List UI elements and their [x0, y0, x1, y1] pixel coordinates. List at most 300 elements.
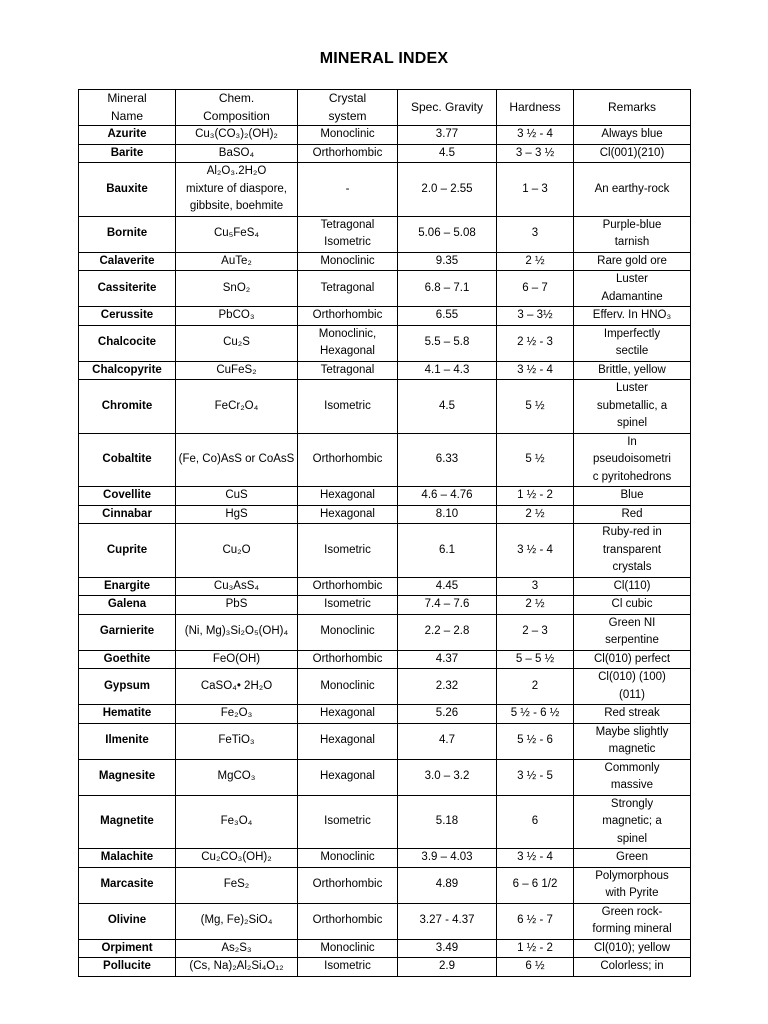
- remarks-cell: [574, 669, 691, 705]
- mineral-name-cell: [79, 614, 176, 650]
- cell-text: Chalcocite: [97, 336, 157, 349]
- crystal-system-cell: [298, 307, 398, 326]
- spec-gravity-cell: [398, 307, 497, 326]
- crystal-system-cell: [298, 380, 398, 434]
- mineral-name-cell: [79, 669, 176, 705]
- table-row: [79, 361, 691, 380]
- crystal-system-cell: [298, 759, 398, 795]
- hardness-cell: [497, 795, 574, 849]
- cell-text: 3 – 3 ½: [515, 146, 555, 159]
- cell-text: Malachite: [100, 851, 154, 863]
- cell-text: 1 – 3: [522, 182, 548, 195]
- cell-text: Isometric: [324, 815, 371, 827]
- cell-text: Cu₃(CO₃)₂(OH)₂: [195, 128, 278, 140]
- cell-text: Cl(010) (100): [598, 671, 666, 683]
- header-remarks: [574, 90, 691, 126]
- cell-text: 4.1 – 4.3: [424, 363, 470, 376]
- table-row: [79, 849, 691, 868]
- table-row: [79, 903, 691, 939]
- cell-text: 2 ½: [525, 507, 545, 520]
- cell-text: 6: [531, 815, 539, 827]
- hardness-cell: [497, 487, 574, 506]
- cell-text: 1 ½ - 2: [517, 941, 553, 954]
- chem-composition-cell: [176, 361, 298, 380]
- table-row: [79, 433, 691, 487]
- cell-text: PbS: [225, 598, 248, 610]
- mineral-name-cell: [79, 650, 176, 669]
- cell-text: Garnierite: [99, 625, 155, 638]
- mineral-table: [78, 89, 691, 977]
- cell-text: crystals: [612, 561, 652, 573]
- cell-text: Red streak: [604, 707, 660, 719]
- spec-gravity-cell: [398, 849, 497, 868]
- cell-text: 3.77: [435, 128, 459, 140]
- cell-text: Orthorhombic: [312, 579, 383, 592]
- spec-gravity-cell: [398, 596, 497, 615]
- cell-text: 7.4 – 7.6: [424, 598, 470, 610]
- cell-text: 6.8 – 7.1: [424, 281, 470, 294]
- cell-text: 3 ½ - 4: [517, 543, 553, 556]
- spec-gravity-cell: [398, 867, 497, 903]
- cell-text: 6 – 6 1/2: [512, 878, 558, 891]
- table-row: [79, 759, 691, 795]
- cell-text: Monoclinic: [320, 679, 375, 692]
- cell-text: Cuprite: [106, 543, 148, 556]
- hardness-cell: [497, 849, 574, 868]
- table-row: [79, 505, 691, 524]
- crystal-system-cell: [298, 361, 398, 380]
- cell-text: Goethite: [103, 652, 151, 665]
- chem-composition-cell: [176, 849, 298, 868]
- cell-text: Isometric: [324, 598, 371, 610]
- mineral-name-cell: [79, 433, 176, 487]
- crystal-system-cell: [298, 705, 398, 724]
- cell-text: Azurite: [107, 128, 147, 140]
- cell-text: Maybe slightly: [595, 725, 669, 738]
- cell-text: Imperfectly: [603, 327, 661, 340]
- cell-text: tarnish: [614, 236, 650, 248]
- remarks-cell: [574, 577, 691, 596]
- remarks-cell: [574, 795, 691, 849]
- table-body: [79, 126, 691, 977]
- cell-text: 2 ½: [525, 598, 545, 610]
- cell-text: An earthy-rock: [594, 182, 670, 195]
- cell-text: Isometric: [324, 543, 371, 556]
- cell-text: 5 ½ - 6 ½: [510, 707, 560, 719]
- table-row: [79, 380, 691, 434]
- mineral-name-cell: [79, 723, 176, 759]
- cell-text: 3.0 – 3.2: [424, 770, 470, 783]
- remarks-cell: [574, 126, 691, 145]
- remarks-cell: [574, 361, 691, 380]
- crystal-system-cell: [298, 163, 398, 217]
- crystal-system-cell: [298, 216, 398, 252]
- chem-composition-cell: [176, 759, 298, 795]
- mineral-name-cell: [79, 759, 176, 795]
- cell-text: Monoclinic: [320, 128, 375, 140]
- mineral-name-cell: [79, 307, 176, 326]
- hardness-cell: [497, 216, 574, 252]
- cell-text: Ilmenite: [105, 734, 149, 747]
- cell-text: 2: [531, 679, 539, 692]
- cell-text: Monoclinic: [320, 254, 375, 267]
- cell-text: 4.45: [435, 579, 459, 592]
- spec-gravity-cell: [398, 759, 497, 795]
- cell-text: 2.0 – 2.55: [421, 182, 473, 195]
- cell-text: forming mineral: [592, 923, 672, 935]
- cell-text: 6 – 7: [522, 281, 548, 294]
- cell-text: Spec. Gravity: [410, 99, 484, 114]
- cell-text: 4.7: [439, 734, 455, 747]
- hardness-cell: [497, 577, 574, 596]
- cell-text: Tetragonal: [320, 218, 375, 231]
- cell-text: In: [627, 435, 637, 448]
- cell-text: Orthorhombic: [312, 146, 383, 159]
- remarks-cell: [574, 849, 691, 868]
- crystal-system-cell: [298, 271, 398, 307]
- hardness-cell: [497, 669, 574, 705]
- mineral-name-cell: [79, 325, 176, 361]
- cell-text: serpentine: [605, 634, 659, 646]
- table-row: [79, 307, 691, 326]
- crystal-system-cell: [298, 596, 398, 615]
- cell-text: Cu₂CO₃(OH)₂: [201, 851, 272, 863]
- spec-gravity-cell: [398, 487, 497, 506]
- remarks-cell: [574, 958, 691, 977]
- chem-composition-cell: [176, 126, 298, 145]
- cell-text: c pyritohedrons: [592, 470, 672, 483]
- cell-text: 2.2 – 2.8: [424, 625, 470, 638]
- hardness-cell: [497, 307, 574, 326]
- cell-text: Cl(010); yellow: [593, 941, 671, 954]
- chem-composition-cell: [176, 433, 298, 487]
- cell-text: Hardness: [509, 99, 561, 114]
- cell-text: Cl cubic: [611, 598, 653, 610]
- chem-composition-cell: [176, 614, 298, 650]
- cell-text: Polymorphous: [595, 869, 669, 882]
- hardness-cell: [497, 325, 574, 361]
- hardness-cell: [497, 380, 574, 434]
- crystal-system-cell: [298, 252, 398, 271]
- cell-text: SnO₂: [222, 281, 251, 294]
- mineral-name-cell: [79, 903, 176, 939]
- cell-text: 3: [531, 579, 539, 592]
- hardness-cell: [497, 650, 574, 669]
- mineral-name-cell: [79, 849, 176, 868]
- cell-text: submetallic, a: [596, 399, 668, 412]
- remarks-cell: [574, 524, 691, 578]
- cell-text: gibbsite, boehmite: [189, 200, 284, 212]
- remarks-cell: [574, 433, 691, 487]
- crystal-system-cell: [298, 433, 398, 487]
- remarks-cell: [574, 939, 691, 958]
- crystal-system-cell: [298, 795, 398, 849]
- chem-composition-cell: [176, 307, 298, 326]
- cell-text: 6 ½: [525, 960, 545, 972]
- mineral-name-cell: [79, 271, 176, 307]
- table-row: [79, 958, 691, 977]
- cell-text: Cassiterite: [97, 281, 157, 294]
- table-row: [79, 867, 691, 903]
- crystal-system-cell: [298, 325, 398, 361]
- header-mineral-name: [79, 90, 176, 126]
- cell-text: Efferv. In HNO₃: [592, 309, 672, 321]
- chem-composition-cell: [176, 216, 298, 252]
- cell-text: Strongly: [610, 797, 654, 810]
- spec-gravity-cell: [398, 650, 497, 669]
- cell-text: Cl(010) perfect: [593, 652, 671, 665]
- table-row: [79, 126, 691, 145]
- cell-text: magnetic: [608, 743, 656, 755]
- cell-text: spinel: [616, 832, 648, 845]
- cell-text: HgS: [225, 507, 248, 520]
- cell-text: 4.6 – 4.76: [421, 489, 473, 501]
- spec-gravity-cell: [398, 252, 497, 271]
- cell-text: Hexagonal: [320, 507, 375, 520]
- cell-text: 9.35: [435, 254, 459, 267]
- header-chem-composition: [176, 90, 298, 126]
- cell-text: Magnetite: [100, 815, 154, 827]
- cell-text: BaSO₄: [218, 146, 255, 159]
- hardness-cell: [497, 163, 574, 217]
- spec-gravity-cell: [398, 144, 497, 163]
- cell-text: 5 ½: [525, 399, 545, 412]
- hardness-cell: [497, 723, 574, 759]
- spec-gravity-cell: [398, 524, 497, 578]
- cell-text: 3 ½ - 4: [517, 851, 553, 863]
- cell-text: Hexagonal: [320, 770, 375, 783]
- cell-text: 5 – 5 ½: [515, 652, 555, 665]
- cell-text: Monoclinic: [320, 941, 375, 954]
- spec-gravity-cell: [398, 216, 497, 252]
- cell-text: 2.32: [435, 679, 459, 692]
- cell-text: 4.37: [435, 652, 459, 665]
- crystal-system-cell: [298, 958, 398, 977]
- cell-text: Tetragonal: [320, 281, 375, 294]
- cell-text: Pollucite: [103, 960, 151, 972]
- remarks-cell: [574, 487, 691, 506]
- cell-text: pseudoisometri: [593, 453, 671, 465]
- chem-composition-cell: [176, 505, 298, 524]
- table-row: [79, 524, 691, 578]
- cell-text: 6.1: [439, 543, 455, 556]
- cell-text: Remarks: [607, 99, 656, 114]
- spec-gravity-cell: [398, 163, 497, 217]
- cell-text: Bauxite: [106, 182, 148, 195]
- remarks-cell: [574, 216, 691, 252]
- hardness-cell: [497, 505, 574, 524]
- cell-text: Adamantine: [601, 290, 663, 303]
- remarks-cell: [574, 252, 691, 271]
- table-row: [79, 723, 691, 759]
- cell-text: 8.10: [435, 507, 459, 520]
- cell-text: transparent: [602, 543, 662, 556]
- hardness-cell: [497, 271, 574, 307]
- header-hardness: [497, 90, 574, 126]
- spec-gravity-cell: [398, 958, 497, 977]
- cell-text: (Mg, Fe)₂SiO₄: [200, 914, 273, 927]
- cell-text: 2 ½: [525, 254, 545, 267]
- cell-text: Calaverite: [99, 254, 155, 267]
- hardness-cell: [497, 596, 574, 615]
- cell-text: Isometric: [324, 236, 371, 248]
- cell-text: Commonly: [604, 761, 660, 774]
- mineral-name-cell: [79, 252, 176, 271]
- crystal-system-cell: [298, 577, 398, 596]
- crystal-system-cell: [298, 144, 398, 163]
- cell-text: Orpiment: [101, 941, 153, 954]
- cell-text: Magnesite: [98, 770, 156, 783]
- cell-text: Cu₂S: [223, 336, 250, 349]
- chem-composition-cell: [176, 903, 298, 939]
- cell-text: Chromite: [101, 399, 153, 412]
- cell-text: Green rock-: [601, 905, 663, 918]
- crystal-system-cell: [298, 505, 398, 524]
- remarks-cell: [574, 903, 691, 939]
- hardness-cell: [497, 759, 574, 795]
- page-title: MINERAL INDEX: [319, 50, 449, 67]
- mineral-name-cell: [79, 163, 176, 217]
- cell-text: FeS₂: [223, 878, 250, 891]
- cell-text: Hematite: [102, 707, 152, 719]
- chem-composition-cell: [176, 144, 298, 163]
- remarks-cell: [574, 380, 691, 434]
- cell-text: Orthorhombic: [312, 878, 383, 891]
- cell-text: Luster: [616, 382, 648, 394]
- cell-text: 3.49: [435, 941, 459, 954]
- table-row: [79, 596, 691, 615]
- spec-gravity-cell: [398, 271, 497, 307]
- crystal-system-cell: [298, 849, 398, 868]
- mineral-name-cell: [79, 867, 176, 903]
- crystal-system-cell: [298, 723, 398, 759]
- chem-composition-cell: [176, 524, 298, 578]
- mineral-name-cell: [79, 705, 176, 724]
- cell-text: Monoclinic: [320, 851, 375, 863]
- remarks-cell: [574, 505, 691, 524]
- cell-text: Green NI: [608, 616, 656, 629]
- crystal-system-cell: [298, 669, 398, 705]
- cell-text: Monoclinic,: [318, 327, 377, 340]
- cell-text: Colorless; in: [600, 960, 664, 972]
- chem-composition-cell: [176, 380, 298, 434]
- table-row: [79, 614, 691, 650]
- cell-text: PbCO₃: [218, 309, 255, 321]
- mineral-name-cell: [79, 487, 176, 506]
- chem-composition-cell: [176, 939, 298, 958]
- spec-gravity-cell: [398, 795, 497, 849]
- cell-text: CuS: [225, 489, 248, 501]
- cell-text: Brittle, yellow: [598, 363, 666, 376]
- remarks-cell: [574, 596, 691, 615]
- cell-text: Al₂O₃.2H₂O: [206, 165, 267, 177]
- chem-composition-cell: [176, 723, 298, 759]
- cell-text: 2.9: [439, 960, 455, 972]
- mineral-name-cell: [79, 361, 176, 380]
- hardness-cell: [497, 433, 574, 487]
- chem-composition-cell: [176, 271, 298, 307]
- cell-text: 3.27 - 4.37: [419, 914, 475, 927]
- cell-text: Isometric: [324, 960, 371, 972]
- chem-composition-cell: [176, 577, 298, 596]
- crystal-system-cell: [298, 524, 398, 578]
- cell-text: Isometric: [324, 399, 371, 412]
- spec-gravity-cell: [398, 939, 497, 958]
- cell-text: 3 – 3½: [517, 309, 553, 321]
- crystal-system-cell: [298, 903, 398, 939]
- cell-text: Hexagonal: [320, 489, 375, 501]
- spec-gravity-cell: [398, 577, 497, 596]
- cell-text: 2 – 3: [522, 625, 548, 638]
- hardness-cell: [497, 867, 574, 903]
- cell-text: 5 ½: [525, 453, 545, 465]
- spec-gravity-cell: [398, 126, 497, 145]
- remarks-cell: [574, 325, 691, 361]
- cell-text: 1 ½ - 2: [517, 489, 553, 501]
- cell-text: Gypsum: [103, 679, 150, 692]
- crystal-system-cell: [298, 939, 398, 958]
- chem-composition-cell: [176, 596, 298, 615]
- cell-text: Cobaltite: [102, 453, 152, 465]
- cell-text: Rare gold ore: [597, 254, 667, 267]
- mineral-name-cell: [79, 795, 176, 849]
- cell-text: (Fe, Co)AsS or CoAsS: [178, 453, 295, 465]
- remarks-cell: [574, 307, 691, 326]
- remarks-cell: [574, 614, 691, 650]
- hardness-cell: [497, 958, 574, 977]
- cell-text: massive: [610, 779, 654, 791]
- cell-text: 4.89: [435, 878, 459, 891]
- cell-text: MgCO₃: [217, 770, 256, 783]
- cell-text: 6.33: [435, 453, 459, 465]
- cell-text: Orthorhombic: [312, 914, 383, 927]
- mineral-name-cell: [79, 596, 176, 615]
- cell-text: -: [345, 182, 350, 195]
- cell-text: Green: [616, 851, 648, 863]
- cell-text: Hexagonal: [320, 707, 375, 719]
- cell-text: Luster: [616, 273, 648, 285]
- table-row: [79, 271, 691, 307]
- header-spec-gravity: [398, 90, 497, 126]
- table-row: [79, 669, 691, 705]
- hardness-cell: [497, 126, 574, 145]
- chem-composition-cell: [176, 958, 298, 977]
- cell-text: Covellite: [103, 489, 151, 501]
- cell-text: sectile: [615, 345, 649, 357]
- spec-gravity-cell: [398, 705, 497, 724]
- hardness-cell: [497, 939, 574, 958]
- cell-text: Tetragonal: [320, 363, 375, 376]
- cell-text: Orthorhombic: [312, 652, 383, 665]
- mineral-name-cell: [79, 216, 176, 252]
- spec-gravity-cell: [398, 903, 497, 939]
- cell-text: (Ni, Mg)₃Si₂O₅(OH)₄: [184, 625, 289, 638]
- mineral-name-cell: [79, 577, 176, 596]
- cell-text: Cu₂O: [222, 543, 251, 556]
- table-row: [79, 163, 691, 217]
- remarks-cell: [574, 271, 691, 307]
- cell-text: system: [328, 108, 367, 123]
- hardness-cell: [497, 705, 574, 724]
- cell-text: (011): [619, 688, 645, 701]
- hardness-cell: [497, 524, 574, 578]
- cell-text: Blue: [620, 489, 644, 501]
- chem-composition-cell: [176, 325, 298, 361]
- crystal-system-cell: [298, 867, 398, 903]
- cell-text: Cl(110): [613, 579, 651, 592]
- cell-text: Fe₂O₃: [220, 707, 253, 719]
- cell-text: 3: [531, 227, 539, 240]
